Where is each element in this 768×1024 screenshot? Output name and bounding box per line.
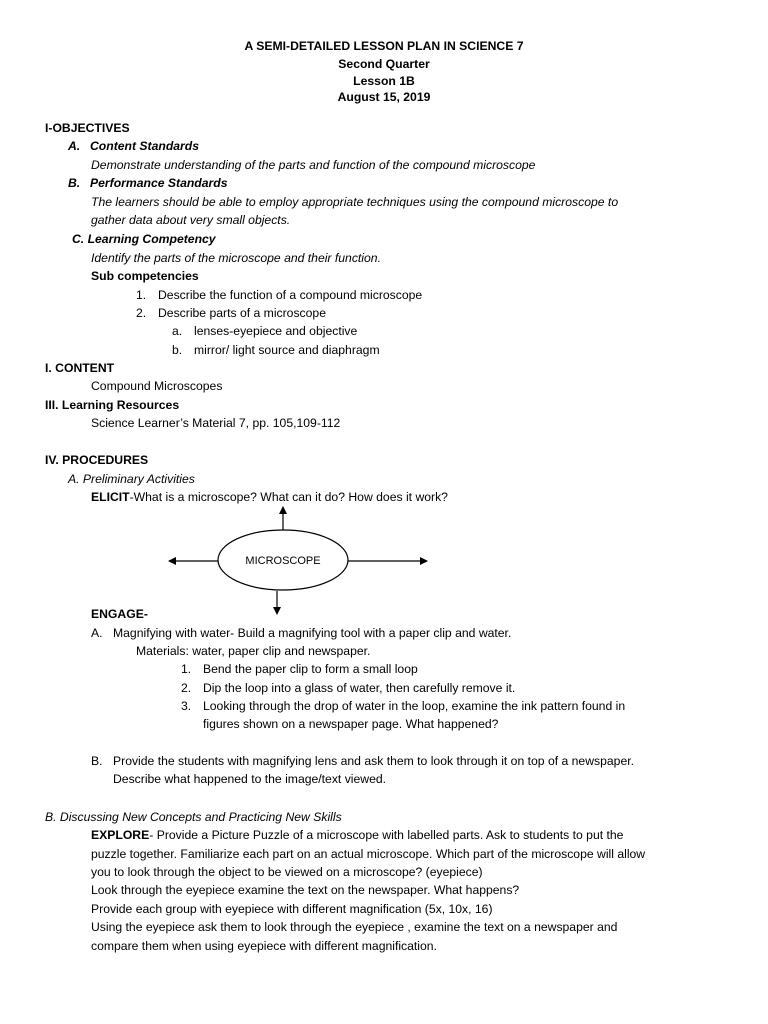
step3-continuation: figures shown on a newspaper page. What happened? xyxy=(203,717,499,731)
list-marker: A. xyxy=(68,139,81,153)
discussing-concepts-title: B. Discussing New Concepts and Practicing New Skills xyxy=(45,810,342,824)
list-number: 2. xyxy=(181,681,192,695)
procedures-heading: IV. PROCEDURES xyxy=(45,453,149,467)
performance-standards-title xyxy=(68,175,228,191)
elicit-label: ELICIT xyxy=(91,490,130,504)
list-text: Looking through the drop of water in the loop, examine the ink pattern found in xyxy=(203,699,626,713)
resources-text: Science Learner’s Material 7, pp. 105,109-112 xyxy=(91,416,341,430)
sub-competencies-heading: Sub competencies xyxy=(91,269,199,283)
engage-item-a xyxy=(91,625,511,641)
list-item xyxy=(172,323,357,339)
performance-standards-text: The learners should be able to employ appropriate techniques using the compound microscope to xyxy=(91,195,619,209)
list-number: 2. xyxy=(136,306,147,320)
elicit-text: -What is a microscope? What can it do? How does it work? xyxy=(129,490,448,504)
list-text: Bend the paper clip to form a small loop xyxy=(203,662,418,676)
list-item xyxy=(136,287,422,303)
materials-line: Materials: water, paper clip and newspaper. xyxy=(136,644,371,658)
explore-text: compare them when using eyepiece with different magnification. xyxy=(91,939,437,953)
list-text: Magnifying with water- Build a magnifying tool with a paper clip and water. xyxy=(113,626,512,640)
content-heading: I. CONTENT xyxy=(45,361,115,375)
list-item xyxy=(172,342,380,358)
microscope-concept-diagram xyxy=(160,500,440,620)
date-line: August 15, 2019 xyxy=(337,90,431,104)
lesson-line: Lesson 1B xyxy=(353,74,415,88)
list-number: 3. xyxy=(181,699,192,713)
list-number: b. xyxy=(172,343,183,357)
list-item xyxy=(181,661,418,677)
explore-text: - Provide a Picture Puzzle of a microscope with labelled parts. Ask to students to put the xyxy=(149,828,624,842)
list-number: a. xyxy=(172,324,183,338)
list-text: lenses-eyepiece and objective xyxy=(194,324,358,338)
explore-text: Using the eyepiece ask them to look through the eyepiece , examine the text on a newspaper and xyxy=(91,920,618,934)
explore-text: Provide each group with eyepiece with different magnification (5x, 10x, 16) xyxy=(91,902,493,916)
engage-item-b xyxy=(91,753,634,769)
list-text: Dip the loop into a glass of water, then carefully remove it. xyxy=(203,681,516,695)
list-text: mirror/ light source and diaphragm xyxy=(194,343,380,357)
list-text: Describe parts of a microscope xyxy=(158,306,326,320)
performance-standards-text: gather data about very small objects. xyxy=(91,213,291,227)
preliminary-activities-title: A. Preliminary Activities xyxy=(68,472,195,486)
content-standards-title xyxy=(68,138,199,154)
explore-line xyxy=(91,827,623,843)
list-title: Performance Standards xyxy=(90,176,228,190)
list-item xyxy=(136,305,326,321)
explore-text: puzzle together. Familiarize each part on an actual microscope. Which part of the microscope will allow xyxy=(91,847,646,861)
list-marker: B. xyxy=(68,176,81,190)
learning-competency-title: C. Learning Competency xyxy=(72,232,216,246)
engage-item-b-continuation: Describe what happened to the image/text viewed. xyxy=(113,772,387,786)
quarter-line: Second Quarter xyxy=(338,57,430,71)
list-title: Content Standards xyxy=(90,139,200,153)
objectives-heading: I-OBJECTIVES xyxy=(45,121,130,135)
content-standards-text: Demonstrate understanding of the parts and function of the compound microscope xyxy=(91,158,536,172)
list-number: 1. xyxy=(181,662,192,676)
explore-text: you to look through the object to be viewed on a microscope? (eyepiece) xyxy=(91,865,483,879)
engage-label: ENGAGE- xyxy=(91,607,148,621)
learning-competency-text: Identify the parts of the microscope and their function. xyxy=(91,251,381,265)
content-text: Compound Microscopes xyxy=(91,379,223,393)
list-text: Provide the students with magnifying lens and ask them to look through it on top of a newspaper. xyxy=(113,754,634,768)
explore-label: EXPLORE xyxy=(91,828,150,842)
list-marker: B. xyxy=(91,754,103,768)
list-text: Describe the function of a compound microscope xyxy=(158,288,423,302)
list-item xyxy=(181,680,515,696)
list-marker: A. xyxy=(91,626,103,640)
explore-text: Look through the eyepiece examine the text on the newspaper. What happens? xyxy=(91,883,520,897)
document-title: A SEMI-DETAILED LESSON PLAN IN SCIENCE 7 xyxy=(244,39,524,53)
resources-heading: III. Learning Resources xyxy=(45,398,180,412)
diagram-label: MICROSCOPE xyxy=(245,555,321,567)
list-number: 1. xyxy=(136,288,147,302)
list-item xyxy=(181,698,625,714)
